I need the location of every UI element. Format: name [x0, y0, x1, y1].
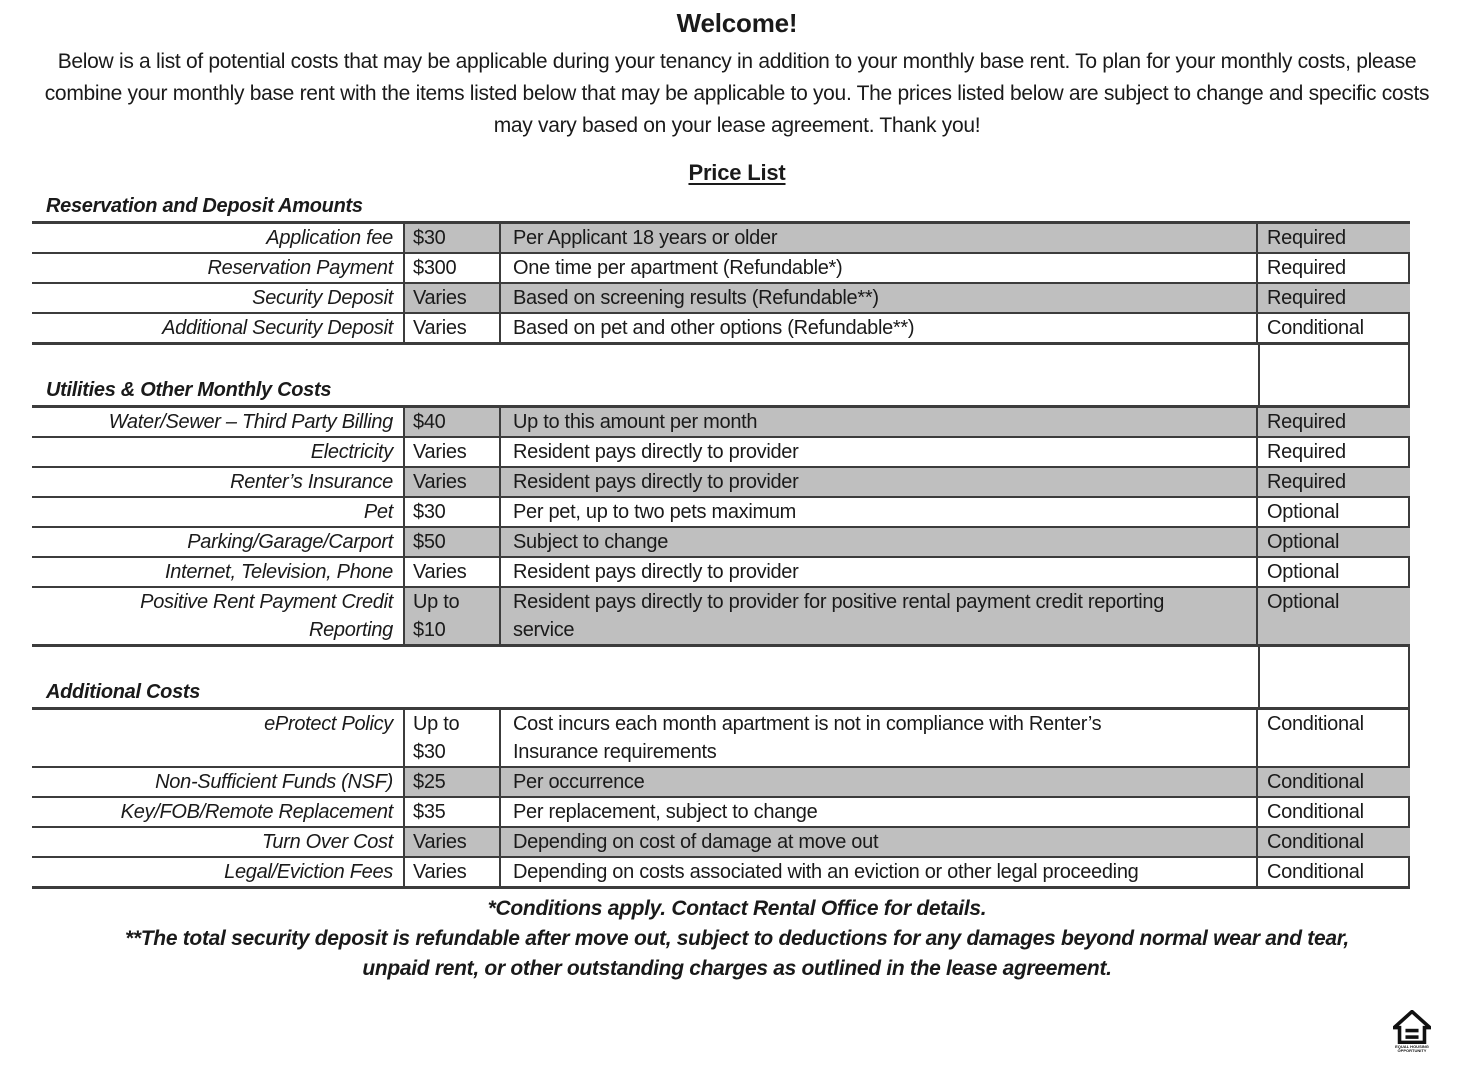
fee-label: Water/Sewer – Third Party Billing	[32, 408, 405, 436]
fee-status: Optional	[1267, 501, 1340, 523]
table-row	[32, 312, 1408, 342]
table-row	[32, 408, 1408, 436]
fee-amount: Up to $30	[405, 710, 501, 766]
fee-label: Legal/Eviction Fees	[32, 858, 405, 886]
fee-status: Required	[1258, 224, 1410, 252]
table-row	[32, 526, 1408, 556]
fee-amount: Varies	[405, 438, 501, 466]
fee-description: Per pet, up to two pets maximum	[501, 498, 1258, 526]
fee-description: Per occurrence	[501, 768, 1258, 796]
fee-status: Conditional	[1267, 713, 1364, 735]
fee-status: Conditional	[1267, 317, 1364, 339]
fee-description: One time per apartment (Refundable*)	[501, 254, 1258, 282]
fee-status: Optional	[1267, 561, 1340, 583]
fee-status: Conditional	[1267, 861, 1364, 883]
fee-amount: $300	[405, 254, 501, 282]
footnotes	[0, 894, 1474, 984]
fee-description: Per Applicant 18 years or older	[501, 224, 1258, 252]
fee-description: Cost incurs each month apartment is not in compliance with Renter’s Insurance requirements	[501, 710, 1258, 766]
fee-amount: Varies	[405, 828, 501, 856]
fee-label: Electricity	[32, 438, 405, 466]
fee-label: Reservation Payment	[32, 254, 405, 282]
fee-label: Turn Over Cost	[32, 828, 405, 856]
fee-amount: $50	[405, 528, 501, 556]
table-row	[32, 496, 1408, 526]
fee-description: Depending on costs associated with an eviction or other legal proceeding	[501, 858, 1258, 886]
equal-housing-house-icon	[1393, 1010, 1431, 1044]
table-row	[32, 826, 1408, 856]
fee-label: Non-Sufficient Funds (NSF)	[32, 768, 405, 796]
price-list	[32, 194, 1412, 889]
fee-label: Key/FOB/Remote Replacement	[32, 798, 405, 826]
section-heading-additional: Additional Costs	[46, 681, 201, 703]
equal-housing-logo	[1391, 1010, 1433, 1053]
fee-description: Based on screening results (Refundable**)	[501, 284, 1258, 312]
fee-status: Optional	[1258, 528, 1410, 556]
fee-label: Additional Security Deposit	[32, 314, 405, 342]
fee-label: Internet, Television, Phone	[32, 558, 405, 586]
fee-label: Security Deposit	[32, 284, 405, 312]
fee-status: Conditional	[1267, 801, 1364, 823]
fee-description: Resident pays directly to provider for positive rental payment credit reporting service	[501, 588, 1258, 644]
fee-label: Application fee	[32, 224, 405, 252]
fee-amount: Varies	[405, 558, 501, 586]
fee-label: Positive Rent Payment Credit Reporting	[32, 588, 405, 644]
section-gap-left	[32, 647, 1258, 707]
fee-status: Optional	[1258, 588, 1410, 644]
page-title: Welcome!	[676, 8, 798, 38]
footnote-double-asterisk: **The total security deposit is refundable after move out, subject to deductions for any damages beyond normal wear and tear, unpaid rent, or other outstanding charges as outlined in the lease agreement.	[125, 927, 1349, 980]
fee-amount: Varies	[405, 468, 501, 496]
table-row	[32, 586, 1408, 644]
fee-amount: $30	[405, 224, 501, 252]
fee-status: Required	[1258, 408, 1410, 436]
section-heading-reservation: Reservation and Deposit Amounts	[46, 195, 363, 217]
fee-amount: $40	[405, 408, 501, 436]
table-additional-costs	[32, 707, 1410, 889]
fee-description: Based on pet and other options (Refundable**)	[501, 314, 1258, 342]
footnote-asterisk: *Conditions apply. Contact Rental Office for details.	[487, 897, 987, 920]
table-row	[32, 466, 1408, 496]
equal-housing-caption: EQUAL HOUSING OPPORTUNITY	[1395, 1044, 1429, 1053]
table-row	[32, 224, 1408, 252]
section-gap-status-column	[1258, 345, 1410, 405]
fee-amount: Up to $10	[405, 588, 501, 644]
fee-amount: Varies	[405, 858, 501, 886]
fee-status: Conditional	[1258, 828, 1410, 856]
table-row	[32, 710, 1408, 766]
section-gap-left	[32, 345, 1258, 405]
fee-status: Required	[1258, 284, 1410, 312]
table-row	[32, 282, 1408, 312]
table-row	[32, 856, 1408, 886]
fee-description: Up to this amount per month	[501, 408, 1258, 436]
fee-label: Parking/Garage/Carport	[32, 528, 405, 556]
section-gap	[32, 345, 1410, 405]
fee-label: Pet	[32, 498, 405, 526]
fee-status: Conditional	[1258, 768, 1410, 796]
fee-description: Per replacement, subject to change	[501, 798, 1258, 826]
fee-description: Resident pays directly to provider	[501, 468, 1258, 496]
fee-status: Required	[1267, 441, 1346, 463]
section-heading-utilities: Utilities & Other Monthly Costs	[46, 379, 332, 401]
fee-label: Renter’s Insurance	[32, 468, 405, 496]
fee-description: Resident pays directly to provider	[501, 558, 1258, 586]
table-utilities-monthly	[32, 405, 1410, 647]
fee-amount: Varies	[405, 284, 501, 312]
price-list-title	[0, 160, 1474, 186]
table-row	[32, 796, 1408, 826]
fee-status: Required	[1258, 468, 1410, 496]
table-row	[32, 436, 1408, 466]
table-row	[32, 766, 1408, 796]
fee-amount: $30	[405, 498, 501, 526]
price-list-title-text: Price List	[688, 160, 786, 185]
intro-paragraph: Below is a list of potential costs that may be applicable during your tenancy in addition to your monthly base rent. To plan for your monthly costs, please combine your monthly base rent with the items listed below that may be applicable to you. The prices listed below are subject to change and specific costs may vary based on your lease agreement. Thank you!	[44, 50, 1430, 137]
fee-description: Subject to change	[501, 528, 1258, 556]
section-gap	[32, 647, 1410, 707]
fee-description: Depending on cost of damage at move out	[501, 828, 1258, 856]
fee-amount: $35	[405, 798, 501, 826]
fee-label: eProtect Policy	[32, 710, 405, 766]
fee-amount: Varies	[405, 314, 501, 342]
section-gap-status-column	[1258, 647, 1410, 707]
fee-status: Required	[1267, 257, 1346, 279]
fee-amount: $25	[405, 768, 501, 796]
fee-description: Resident pays directly to provider	[501, 438, 1258, 466]
table-row	[32, 252, 1408, 282]
table-reservation-deposit	[32, 221, 1410, 345]
table-row	[32, 556, 1408, 586]
